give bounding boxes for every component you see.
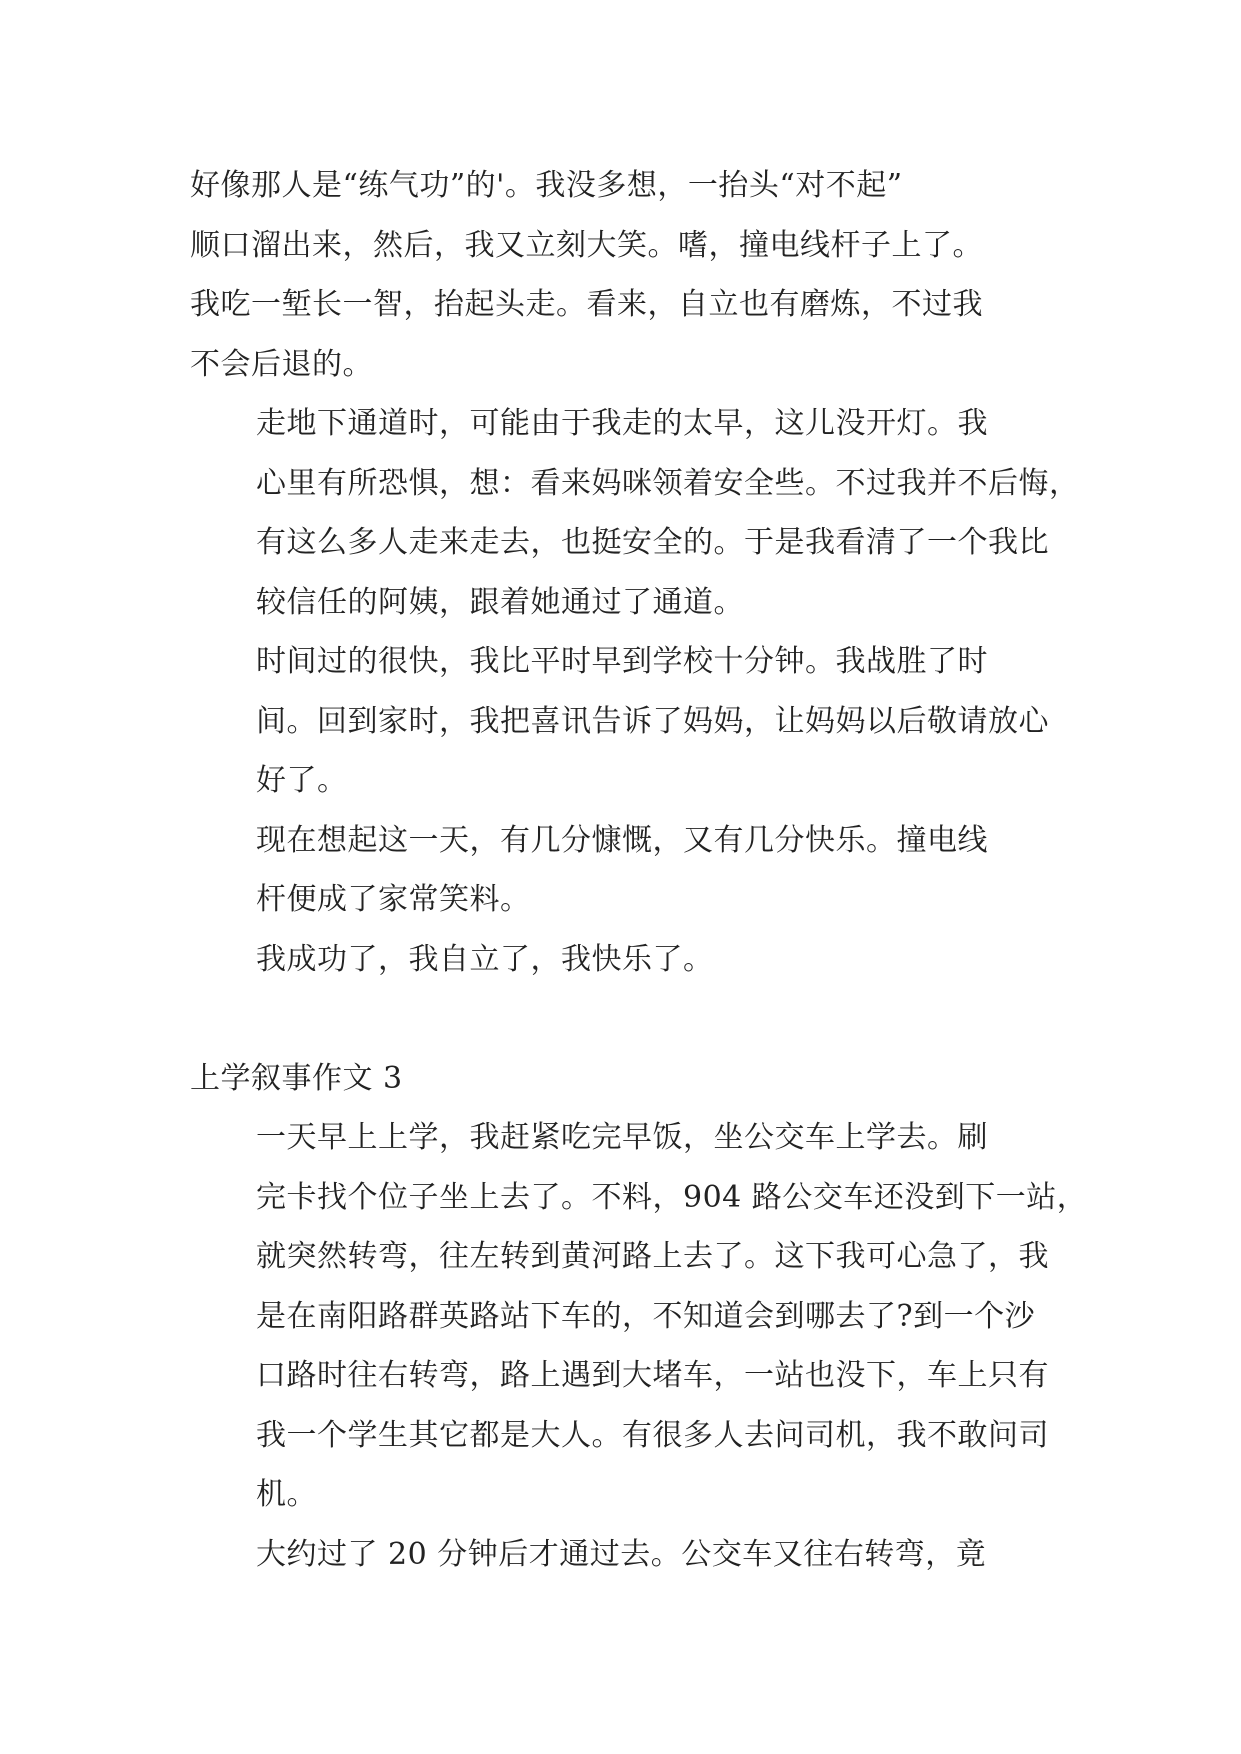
text-line: 一天早上上学，我赶紧吃完早饭，坐公交车上学去。刷 xyxy=(256,1120,988,1155)
paragraph xyxy=(190,1108,1090,1525)
text-line: 较信任的阿姨，跟着她通过了通道。 xyxy=(256,584,744,620)
paragraph xyxy=(190,394,1090,632)
text-line: 顺口溜出来，然后，我又立刻大笑。嗜，撞电线杆子上了。 xyxy=(190,227,983,263)
text-line: 我一个学生其它都是大人。有很多人去问司机，我不敢问司 xyxy=(256,1417,1049,1453)
text-line: 有这么多人走来走去，也挺安全的。于是我看清了一个我比 xyxy=(256,525,1049,560)
paragraph-continued xyxy=(190,156,1090,394)
text-line: 间。回到家时，我把喜讯告诉了妈妈，让妈妈以后敬请放心 xyxy=(256,703,1049,739)
paragraph xyxy=(190,1525,1090,1585)
text-line: 好了。 xyxy=(256,763,348,798)
text-line: 大约过了 20 分钟后才通过去。公交车又往右转弯，竟 xyxy=(256,1536,987,1572)
text-line: 是在南阳路群英路站下车的，不知道会到哪去了?到一个沙 xyxy=(256,1298,1036,1334)
paragraph xyxy=(190,811,1090,930)
text-line: 心里有所恐惧，想：看来妈咪领着安全些。不过我并不后悔， xyxy=(256,465,1080,501)
text-line: 就突然转弯，往左转到黄河路上去了。这下我可心急了，我 xyxy=(256,1239,1049,1274)
text-line: 好像那人是“练气功”的'。我没多想，一抬头“对不起” xyxy=(190,168,903,203)
text-line: 走地下通道时，可能由于我走的太早，这儿没开灯。我 xyxy=(256,406,988,441)
text-line: 口路时往右转弯，路上遇到大堵车，一站也没下，车上只有 xyxy=(256,1358,1049,1393)
text-line: 我吃一堑长一智，抬起头走。看来，自立也有磨炼，不过我 xyxy=(190,287,983,322)
text-line: 我成功了，我自立了，我快乐了。 xyxy=(256,941,714,977)
section-heading xyxy=(190,1049,1090,1109)
text-line: 杆便成了家常笑料。 xyxy=(256,882,531,917)
text-line: 现在想起这一天，有几分慷慨，又有几分快乐。撞电线 xyxy=(256,822,988,858)
text-line: 完卡找个位子坐上去了。不料，904 路公交车还没到下一站， xyxy=(256,1179,1088,1215)
text-line: 不会后退的。 xyxy=(190,346,373,382)
text-line: 机。 xyxy=(256,1477,317,1512)
paragraph xyxy=(190,930,1090,990)
paragraph xyxy=(190,632,1090,811)
text-line: 时间过的很快，我比平时早到学校十分钟。我战胜了时 xyxy=(256,644,988,679)
heading-text: 上学叙事作文 3 xyxy=(190,1060,403,1096)
document-body xyxy=(190,156,1090,1584)
